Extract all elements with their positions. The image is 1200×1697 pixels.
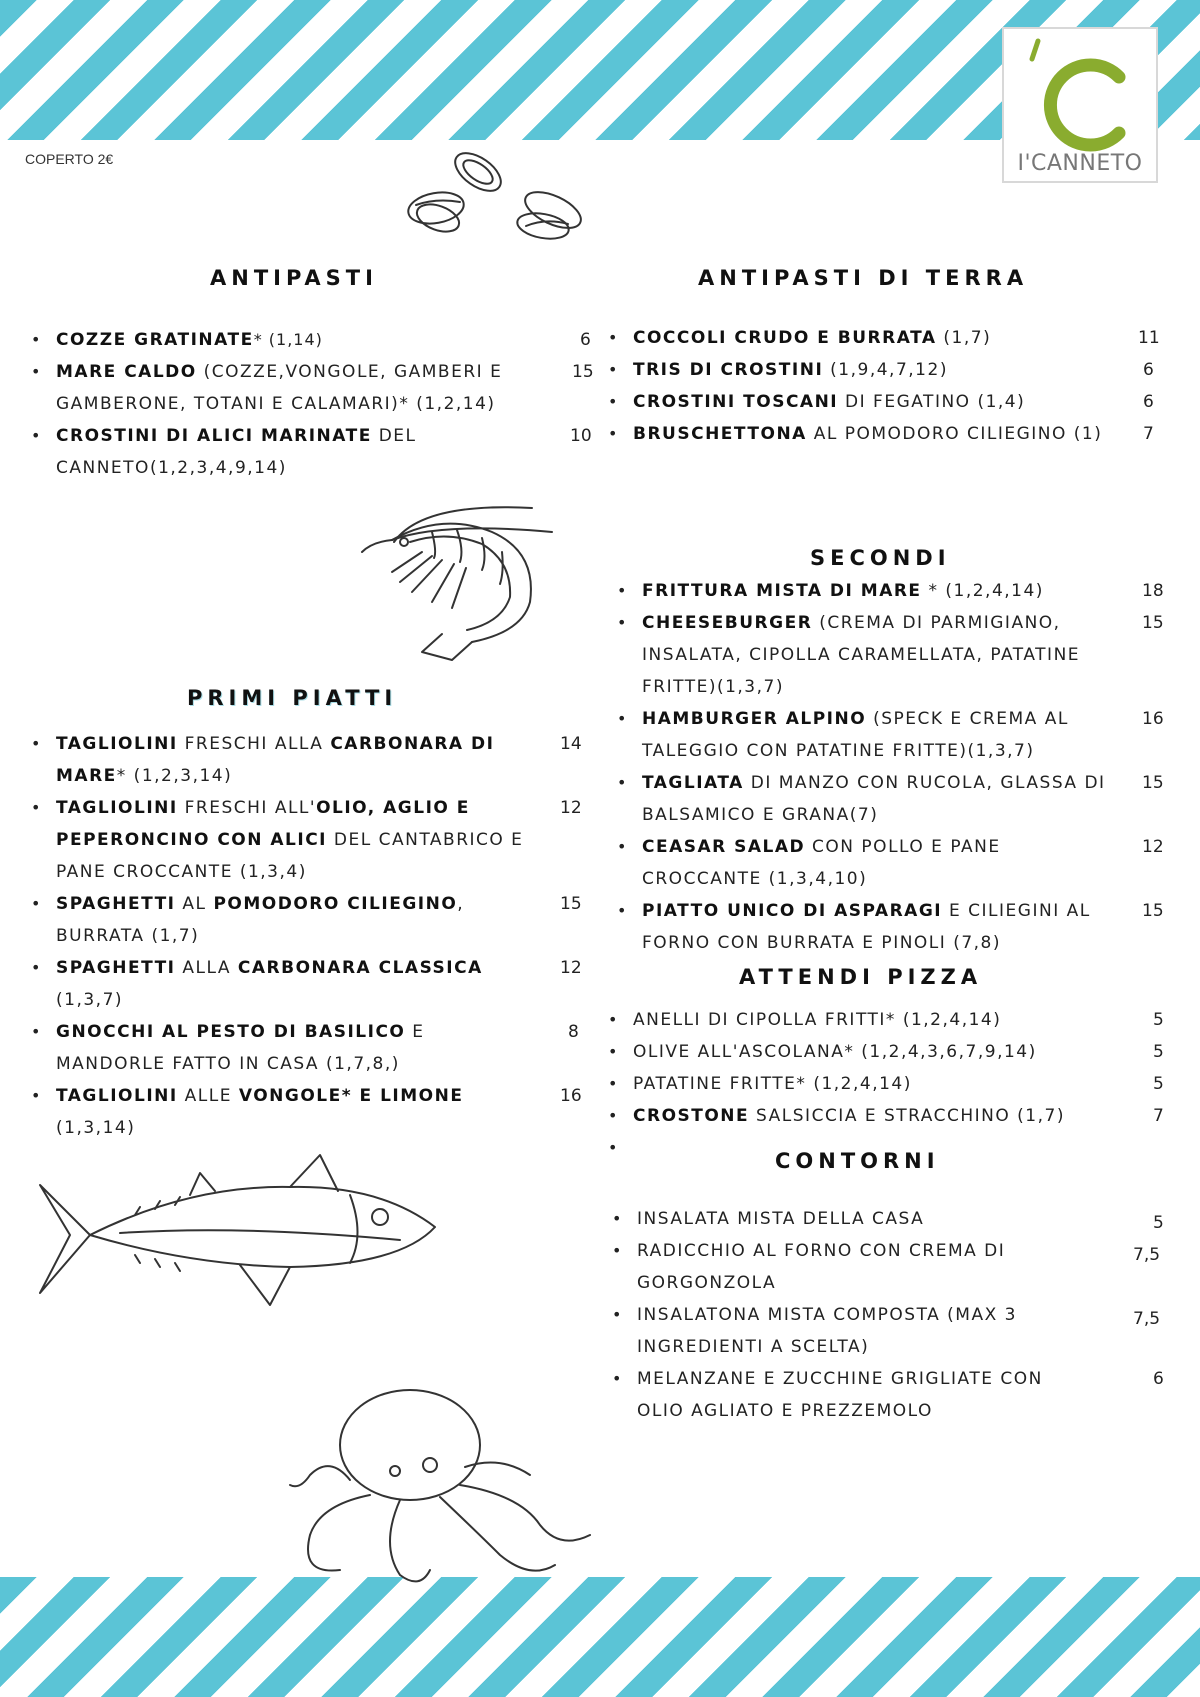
item-details: * (1,2,4,14) (921, 581, 1044, 601)
item-details: , BURRATA (1,7) (56, 894, 465, 946)
menu-item (56, 420, 592, 484)
item-details: SALSICCIA E STRACCHINO (1,7) (749, 1106, 1065, 1126)
menu-item (633, 386, 1154, 418)
item-details: ALLE (177, 1086, 239, 1106)
item-name: CEASAR SALAD (642, 837, 806, 857)
menu-item (633, 1100, 1164, 1132)
menu-item (56, 888, 582, 952)
secondi-list (642, 575, 1164, 959)
section-title-contorni: CONTORNI (775, 1149, 940, 1173)
item-details: CON POLLO E PANE CROCCANTE (1,3,4,10) (642, 837, 1001, 889)
item-name: CROSTONE (633, 1106, 750, 1126)
mussels-illustration-icon (408, 140, 598, 260)
section-title-antipasti-di-terra: ANTIPASTI DI TERRA (698, 266, 1029, 290)
item-name: FRITTURA MISTA DI MARE (642, 581, 922, 601)
item-name: CROSTINI DI ALICI MARINATE (56, 426, 372, 446)
item-price: 10 (570, 426, 592, 446)
item-details: (1,3,7) (56, 990, 124, 1010)
contorni-list (637, 1203, 1164, 1427)
item-details: PATATINE FRITTE* (1,2,4,14) (633, 1074, 912, 1094)
item-price: 15 (560, 894, 582, 914)
item-price: 15 (572, 362, 594, 382)
item-price: 5 (1153, 1074, 1164, 1094)
menu-item (633, 1068, 1164, 1100)
item-highlight: POMODORO CILIEGINO (213, 894, 458, 914)
item-price: 16 (1142, 709, 1164, 729)
item-name: SPAGHETTI (56, 958, 176, 978)
menu-item (642, 895, 1164, 959)
item-details: E MANDORLE FATTO IN CASA (1,7,8,) (56, 1022, 425, 1074)
menu-item (637, 1203, 1164, 1235)
item-highlight: VONGOLE* E LIMONE (238, 1086, 464, 1106)
antipasti-list (56, 324, 594, 484)
item-price: 16 (560, 1086, 582, 1106)
item-name: BRUSCHETTONA (633, 424, 807, 444)
item-details: (1,3,14) (56, 1118, 136, 1138)
item-price: 8 (568, 1022, 579, 1042)
item-price: 12 (560, 958, 582, 978)
item-details: DI FEGATINO (1,4) (838, 392, 1026, 412)
item-details: (1,7) (936, 328, 992, 348)
item-details: AL (175, 894, 214, 914)
item-price: 14 (560, 734, 582, 754)
menu-item (642, 831, 1164, 895)
menu-item (633, 1004, 1164, 1036)
item-price: 12 (1142, 837, 1164, 857)
menu-item (56, 952, 582, 1016)
menu-item (637, 1363, 1164, 1427)
item-price: 6 (580, 330, 591, 350)
menu-item (56, 792, 582, 888)
item-details: (1,9,4,7,12) (823, 360, 948, 380)
item-price: 12 (560, 798, 582, 818)
menu-item (637, 1235, 1161, 1299)
item-details: INSALATONA MISTA COMPOSTA (MAX 3 INGREDIENTI A SCELTA) (637, 1305, 1017, 1357)
item-details: * (1,14) (253, 330, 323, 349)
section-title-attendi-pizza: ATTENDI PIZZA (739, 965, 983, 989)
item-name: TAGLIOLINI (56, 1086, 178, 1106)
item-details: (COZZE,VONGOLE, GAMBERI E GAMBERONE, TOTANI E CALAMARI)* (1,2,14) (56, 362, 503, 414)
menu-item (56, 324, 591, 356)
item-details: (SPECK E CREMA AL TALEGGIO CON PATATINE FRITTE)(1,3,7) (642, 709, 1069, 761)
shrimp-illustration-icon (362, 512, 562, 672)
item-name: GNOCCHI AL PESTO DI BASILICO (56, 1022, 406, 1042)
item-price: 7,5 (1133, 1245, 1161, 1265)
menu-item (633, 1036, 1164, 1068)
item-price: 7,5 (1133, 1309, 1161, 1329)
menu-item (56, 356, 594, 420)
octopus-illustration-icon (290, 1385, 610, 1595)
item-name: MARE CALDO (56, 362, 197, 382)
item-name: HAMBURGER ALPINO (642, 709, 867, 729)
item-details: DI MANZO CON RUCOLA, GLASSA DI BALSAMICO E GRANA(7) (642, 773, 1106, 825)
menu-item (56, 1016, 579, 1080)
item-price: 11 (1138, 328, 1160, 348)
item-details: INSALATA MISTA DELLA CASA (637, 1209, 925, 1229)
antipasti-terra-list (633, 322, 1160, 450)
item-details: DEL CANTABRICO E PANE CROCCANTE (1,3,4) (56, 830, 524, 882)
item-price: 5 (1153, 1213, 1164, 1233)
item-name: SPAGHETTI (56, 894, 176, 914)
item-details: ANELLI DI CIPOLLA FRITTI* (1,2,4,14) (633, 1010, 1002, 1030)
bottom-stripe-band (0, 1577, 1200, 1697)
item-details: AL POMODORO CILIEGINO (1) (806, 424, 1103, 444)
item-details: ALLA (175, 958, 238, 978)
item-details: FRESCHI ALLA (177, 734, 331, 754)
item-price: 15 (1142, 613, 1164, 633)
item-price: 15 (1142, 773, 1164, 793)
item-name: TAGLIOLINI (56, 734, 178, 754)
menu-item (633, 354, 1154, 386)
menu-item (642, 703, 1164, 767)
item-price: 7 (1153, 1106, 1164, 1126)
item-name: TAGLIATA (642, 773, 744, 793)
item-name: TAGLIOLINI (56, 798, 178, 818)
section-title-primi-piatti: PRIMI PIATTI (187, 686, 398, 710)
menu-item (56, 1080, 582, 1144)
tuna-fish-illustration-icon (40, 1155, 440, 1315)
menu-item (56, 728, 582, 792)
item-details: OLIVE ALL'ASCOLANA* (1,2,4,3,6,7,9,14) (633, 1042, 1037, 1062)
section-title-secondi: SECONDI (810, 546, 951, 570)
item-name: TRIS DI CROSTINI (633, 360, 824, 380)
item-details: E CILIEGINI AL FORNO CON BURRATA E PINOLI (7,8) (642, 901, 1091, 953)
menu-item (642, 607, 1164, 703)
item-highlight: CARBONARA DI MARE (56, 734, 495, 786)
menu-item (633, 322, 1160, 354)
item-price: 7 (1143, 424, 1154, 444)
cover-charge: COPERTO 2€ (25, 151, 114, 167)
primi-list (56, 728, 582, 1144)
item-price: 6 (1143, 392, 1154, 412)
item-price: 6 (1143, 360, 1154, 380)
item-details: RADICCHIO AL FORNO CON CREMA DI GORGONZOLA (637, 1241, 1006, 1293)
menu-item (642, 767, 1164, 831)
menu-item (633, 418, 1154, 450)
item-name: CROSTINI TOSCANI (633, 392, 839, 412)
item-details: * (1,2,3,14) (116, 766, 233, 786)
item-price: 5 (1153, 1042, 1164, 1062)
item-highlight: OLIO, AGLIO E PEPERONCINO CON ALICI (56, 798, 470, 850)
menu-item (642, 575, 1164, 607)
restaurant-logo (1002, 27, 1158, 183)
item-details: MELANZANE E ZUCCHINE GRIGLIATE CON OLIO AGLIATO E PREZZEMOLO (637, 1369, 1043, 1421)
item-name: PIATTO UNICO DI ASPARAGI (642, 901, 943, 921)
item-name: CHEESEBURGER (642, 613, 813, 633)
item-details: FRESCHI ALL' (177, 798, 317, 818)
item-price: 15 (1142, 901, 1164, 921)
item-price: 18 (1142, 581, 1164, 601)
section-title-antipasti: ANTIPASTI (210, 266, 378, 290)
attendi-pizza-list (633, 1004, 1164, 1164)
logo-brand-text: I'CANNETO (1017, 151, 1143, 176)
menu-item (637, 1299, 1161, 1363)
item-name: COCCOLI CRUDO E BURRATA (633, 328, 937, 348)
item-price: 6 (1153, 1369, 1164, 1389)
item-price: 5 (1153, 1010, 1164, 1030)
item-details: DEL CANNETO(1,2,3,4,9,14) (56, 426, 417, 478)
item-highlight: CARBONARA CLASSICA (237, 958, 483, 978)
item-details: (CREMA DI PARMIGIANO, INSALATA, CIPOLLA CARAMELLATA, PATATINE FRITTE)(1,3,7) (642, 613, 1081, 697)
item-name: COZZE GRATINATE (56, 330, 254, 350)
